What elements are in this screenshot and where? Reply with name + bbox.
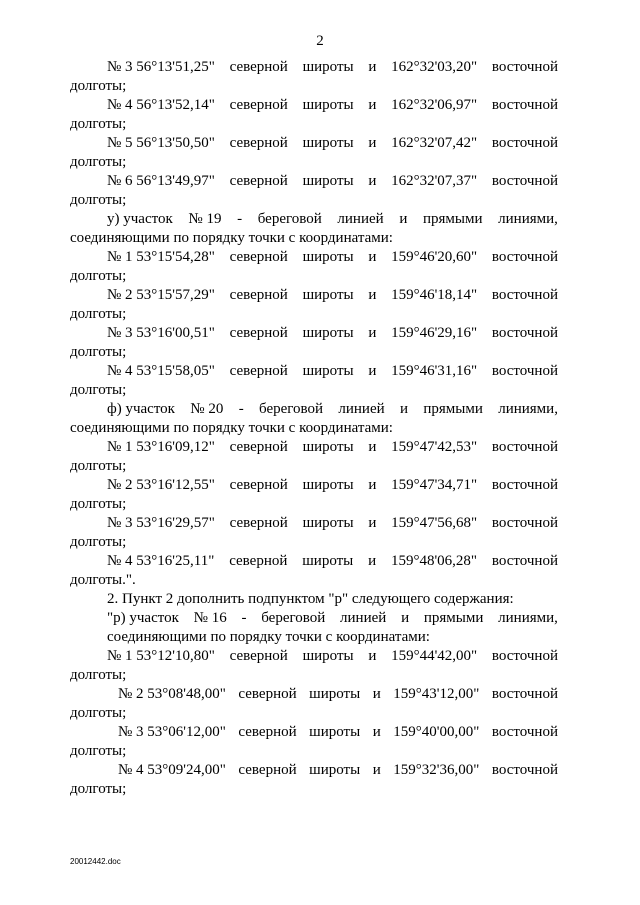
text-line bbox=[70, 248, 558, 267]
word: № 16 bbox=[193, 610, 227, 626]
word: - bbox=[238, 401, 244, 417]
word: восточной bbox=[491, 97, 558, 113]
text-line bbox=[70, 134, 558, 153]
text-line: долготы; bbox=[70, 192, 127, 208]
text-line bbox=[70, 647, 558, 666]
word: и bbox=[368, 287, 377, 303]
word: широты bbox=[309, 686, 361, 702]
text-line bbox=[70, 96, 558, 115]
word: восточной bbox=[491, 553, 558, 569]
word: № 3 56°13'51,25" bbox=[107, 59, 215, 75]
word: прямыми bbox=[423, 610, 484, 626]
text-line: долготы; bbox=[70, 496, 127, 512]
text-line bbox=[70, 172, 558, 191]
word: № 4 53°09'24,00" bbox=[118, 762, 226, 778]
word: широты bbox=[309, 762, 361, 778]
word: № 4 56°13'52,14" bbox=[107, 97, 215, 113]
word: № 1 53°12'10,80" bbox=[107, 648, 215, 664]
text-line: долготы; bbox=[70, 781, 127, 797]
word: восточной bbox=[491, 515, 558, 531]
word: 159°32'36,00" bbox=[393, 762, 480, 778]
text-line bbox=[70, 723, 558, 742]
word: "р) участок bbox=[107, 610, 179, 626]
word: северной bbox=[229, 59, 288, 75]
word: восточной bbox=[491, 59, 558, 75]
text-line bbox=[70, 685, 558, 704]
word: широты bbox=[302, 515, 354, 531]
word: - bbox=[241, 610, 247, 626]
word: № 3 53°16'00,51" bbox=[107, 325, 215, 341]
word: и bbox=[401, 610, 410, 626]
text-line: долготы; bbox=[70, 116, 127, 132]
word: северной bbox=[229, 648, 288, 664]
word: № 4 53°15'58,05" bbox=[107, 363, 215, 379]
word: северной bbox=[229, 325, 288, 341]
text-line bbox=[70, 58, 558, 77]
text-line bbox=[70, 324, 558, 343]
word: восточной bbox=[491, 439, 558, 455]
text-line bbox=[70, 400, 558, 419]
word: 159°46'29,16" bbox=[391, 325, 478, 341]
word: 159°40'00,00" bbox=[393, 724, 480, 740]
word: северной bbox=[229, 439, 288, 455]
text-line: соединяющими по порядку точки с координатами: bbox=[107, 629, 430, 645]
word: и bbox=[368, 59, 377, 75]
word: восточной bbox=[491, 173, 558, 189]
text-line bbox=[70, 438, 558, 457]
word: 159°47'42,53" bbox=[391, 439, 478, 455]
word: 159°46'18,14" bbox=[391, 287, 478, 303]
word: ф) участок bbox=[107, 401, 175, 417]
word: 159°47'56,68" bbox=[391, 515, 478, 531]
word: и bbox=[368, 135, 377, 151]
word: широты bbox=[302, 97, 354, 113]
word: и bbox=[372, 686, 381, 702]
word: широты bbox=[302, 287, 354, 303]
text-line: долготы; bbox=[70, 154, 127, 170]
text-line: долготы.". bbox=[70, 572, 136, 588]
word: северной bbox=[229, 515, 288, 531]
text-line: долготы; bbox=[70, 306, 127, 322]
word: - bbox=[237, 211, 243, 227]
word: восточной bbox=[491, 762, 558, 778]
footer-filename: 20012442.doc bbox=[70, 857, 121, 866]
word: и bbox=[368, 249, 377, 265]
word: № 2 53°16'12,55" bbox=[107, 477, 215, 493]
text-line: долготы; bbox=[70, 382, 127, 398]
word: № 6 56°13'49,97" bbox=[107, 173, 215, 189]
word: прямыми bbox=[423, 401, 483, 417]
text-line: долготы; bbox=[70, 78, 127, 94]
word: северной bbox=[229, 553, 288, 569]
word: линиями, bbox=[498, 610, 558, 626]
word: восточной bbox=[491, 686, 558, 702]
word: и bbox=[368, 325, 377, 341]
text-line: долготы; bbox=[70, 743, 127, 759]
word: линией bbox=[337, 211, 384, 227]
word: и bbox=[368, 477, 377, 493]
text-line: долготы; bbox=[70, 534, 127, 550]
word: № 19 bbox=[188, 211, 222, 227]
word: широты bbox=[309, 724, 361, 740]
word: восточной bbox=[491, 135, 558, 151]
text-line bbox=[70, 514, 558, 533]
word: восточной bbox=[491, 648, 558, 664]
word: 162°32'03,20" bbox=[391, 59, 478, 75]
text-line: долготы; bbox=[70, 458, 127, 474]
word: широты bbox=[302, 135, 354, 151]
word: № 1 53°16'09,12" bbox=[107, 439, 215, 455]
word: линиями, bbox=[498, 401, 558, 417]
text-line bbox=[70, 552, 558, 571]
text-line: долготы; bbox=[70, 667, 127, 683]
text-line bbox=[70, 210, 558, 229]
word: 159°43'12,00" bbox=[393, 686, 480, 702]
word: 162°32'06,97" bbox=[391, 97, 478, 113]
word: северной bbox=[229, 173, 288, 189]
word: и bbox=[368, 648, 377, 664]
document-body bbox=[70, 58, 558, 799]
word: широты bbox=[302, 648, 354, 664]
word: и bbox=[368, 553, 377, 569]
word: линией bbox=[338, 401, 385, 417]
text-line bbox=[70, 761, 558, 780]
word: широты bbox=[302, 173, 354, 189]
word: восточной bbox=[491, 724, 558, 740]
text-line bbox=[70, 286, 558, 305]
text-line bbox=[70, 609, 558, 628]
word: северной bbox=[238, 724, 297, 740]
word: северной bbox=[229, 363, 288, 379]
word: широты bbox=[302, 439, 354, 455]
word: 159°46'31,16" bbox=[391, 363, 478, 379]
word: линией bbox=[340, 610, 387, 626]
word: № 2 53°15'57,29" bbox=[107, 287, 215, 303]
word: и bbox=[399, 211, 408, 227]
word: и bbox=[372, 762, 381, 778]
word: северной bbox=[229, 287, 288, 303]
word: восточной bbox=[491, 363, 558, 379]
word: широты bbox=[302, 325, 354, 341]
word: № 20 bbox=[190, 401, 224, 417]
word: 159°44'42,00" bbox=[391, 648, 478, 664]
word: 162°32'07,37" bbox=[391, 173, 478, 189]
word: № 2 53°08'48,00" bbox=[118, 686, 226, 702]
word: 159°47'34,71" bbox=[391, 477, 478, 493]
word: восточной bbox=[491, 477, 558, 493]
word: и bbox=[368, 97, 377, 113]
word: широты bbox=[302, 59, 354, 75]
word: восточной bbox=[491, 325, 558, 341]
word: береговой bbox=[259, 401, 324, 417]
word: 159°46'20,60" bbox=[391, 249, 478, 265]
word: береговой bbox=[261, 610, 326, 626]
word: № 3 53°06'12,00" bbox=[118, 724, 226, 740]
text-line bbox=[70, 362, 558, 381]
word: и bbox=[368, 439, 377, 455]
word: северной bbox=[238, 762, 297, 778]
text-line bbox=[70, 476, 558, 495]
text-line: 2. Пункт 2 дополнить подпунктом "р" следующего содержания: bbox=[107, 591, 514, 607]
word: 159°48'06,28" bbox=[390, 553, 478, 569]
word: и bbox=[372, 724, 381, 740]
text-line: долготы; bbox=[70, 705, 127, 721]
word: прямыми bbox=[423, 211, 483, 227]
word: № 3 53°16'29,57" bbox=[107, 515, 215, 531]
word: и bbox=[399, 401, 409, 417]
word: № 4 53°16'25,11" bbox=[107, 553, 215, 569]
word: восточной bbox=[491, 287, 558, 303]
word: и bbox=[368, 515, 377, 531]
word: № 1 53°15'54,28" bbox=[107, 249, 215, 265]
word: широты bbox=[302, 363, 354, 379]
page-number: 2 bbox=[316, 33, 324, 49]
word: и bbox=[368, 363, 377, 379]
word: северной bbox=[229, 135, 288, 151]
word: широты bbox=[302, 553, 354, 569]
text-line: соединяющими по порядку точки с координатами: bbox=[70, 230, 393, 246]
text-line: долготы; bbox=[70, 268, 127, 284]
word: широты bbox=[302, 249, 354, 265]
word: северной bbox=[238, 686, 297, 702]
word: восточной bbox=[491, 249, 558, 265]
word: северной bbox=[229, 249, 288, 265]
text-line: долготы; bbox=[70, 344, 127, 360]
word: линиями, bbox=[498, 211, 558, 227]
word: широты bbox=[302, 477, 354, 493]
word: у) участок bbox=[107, 211, 173, 227]
word: 162°32'07,42" bbox=[391, 135, 478, 151]
word: северной bbox=[229, 97, 288, 113]
text-line: соединяющими по порядку точки с координатами: bbox=[70, 420, 393, 436]
word: № 5 56°13'50,50" bbox=[107, 135, 215, 151]
word: и bbox=[368, 173, 377, 189]
word: береговой bbox=[257, 211, 322, 227]
word: северной bbox=[229, 477, 288, 493]
